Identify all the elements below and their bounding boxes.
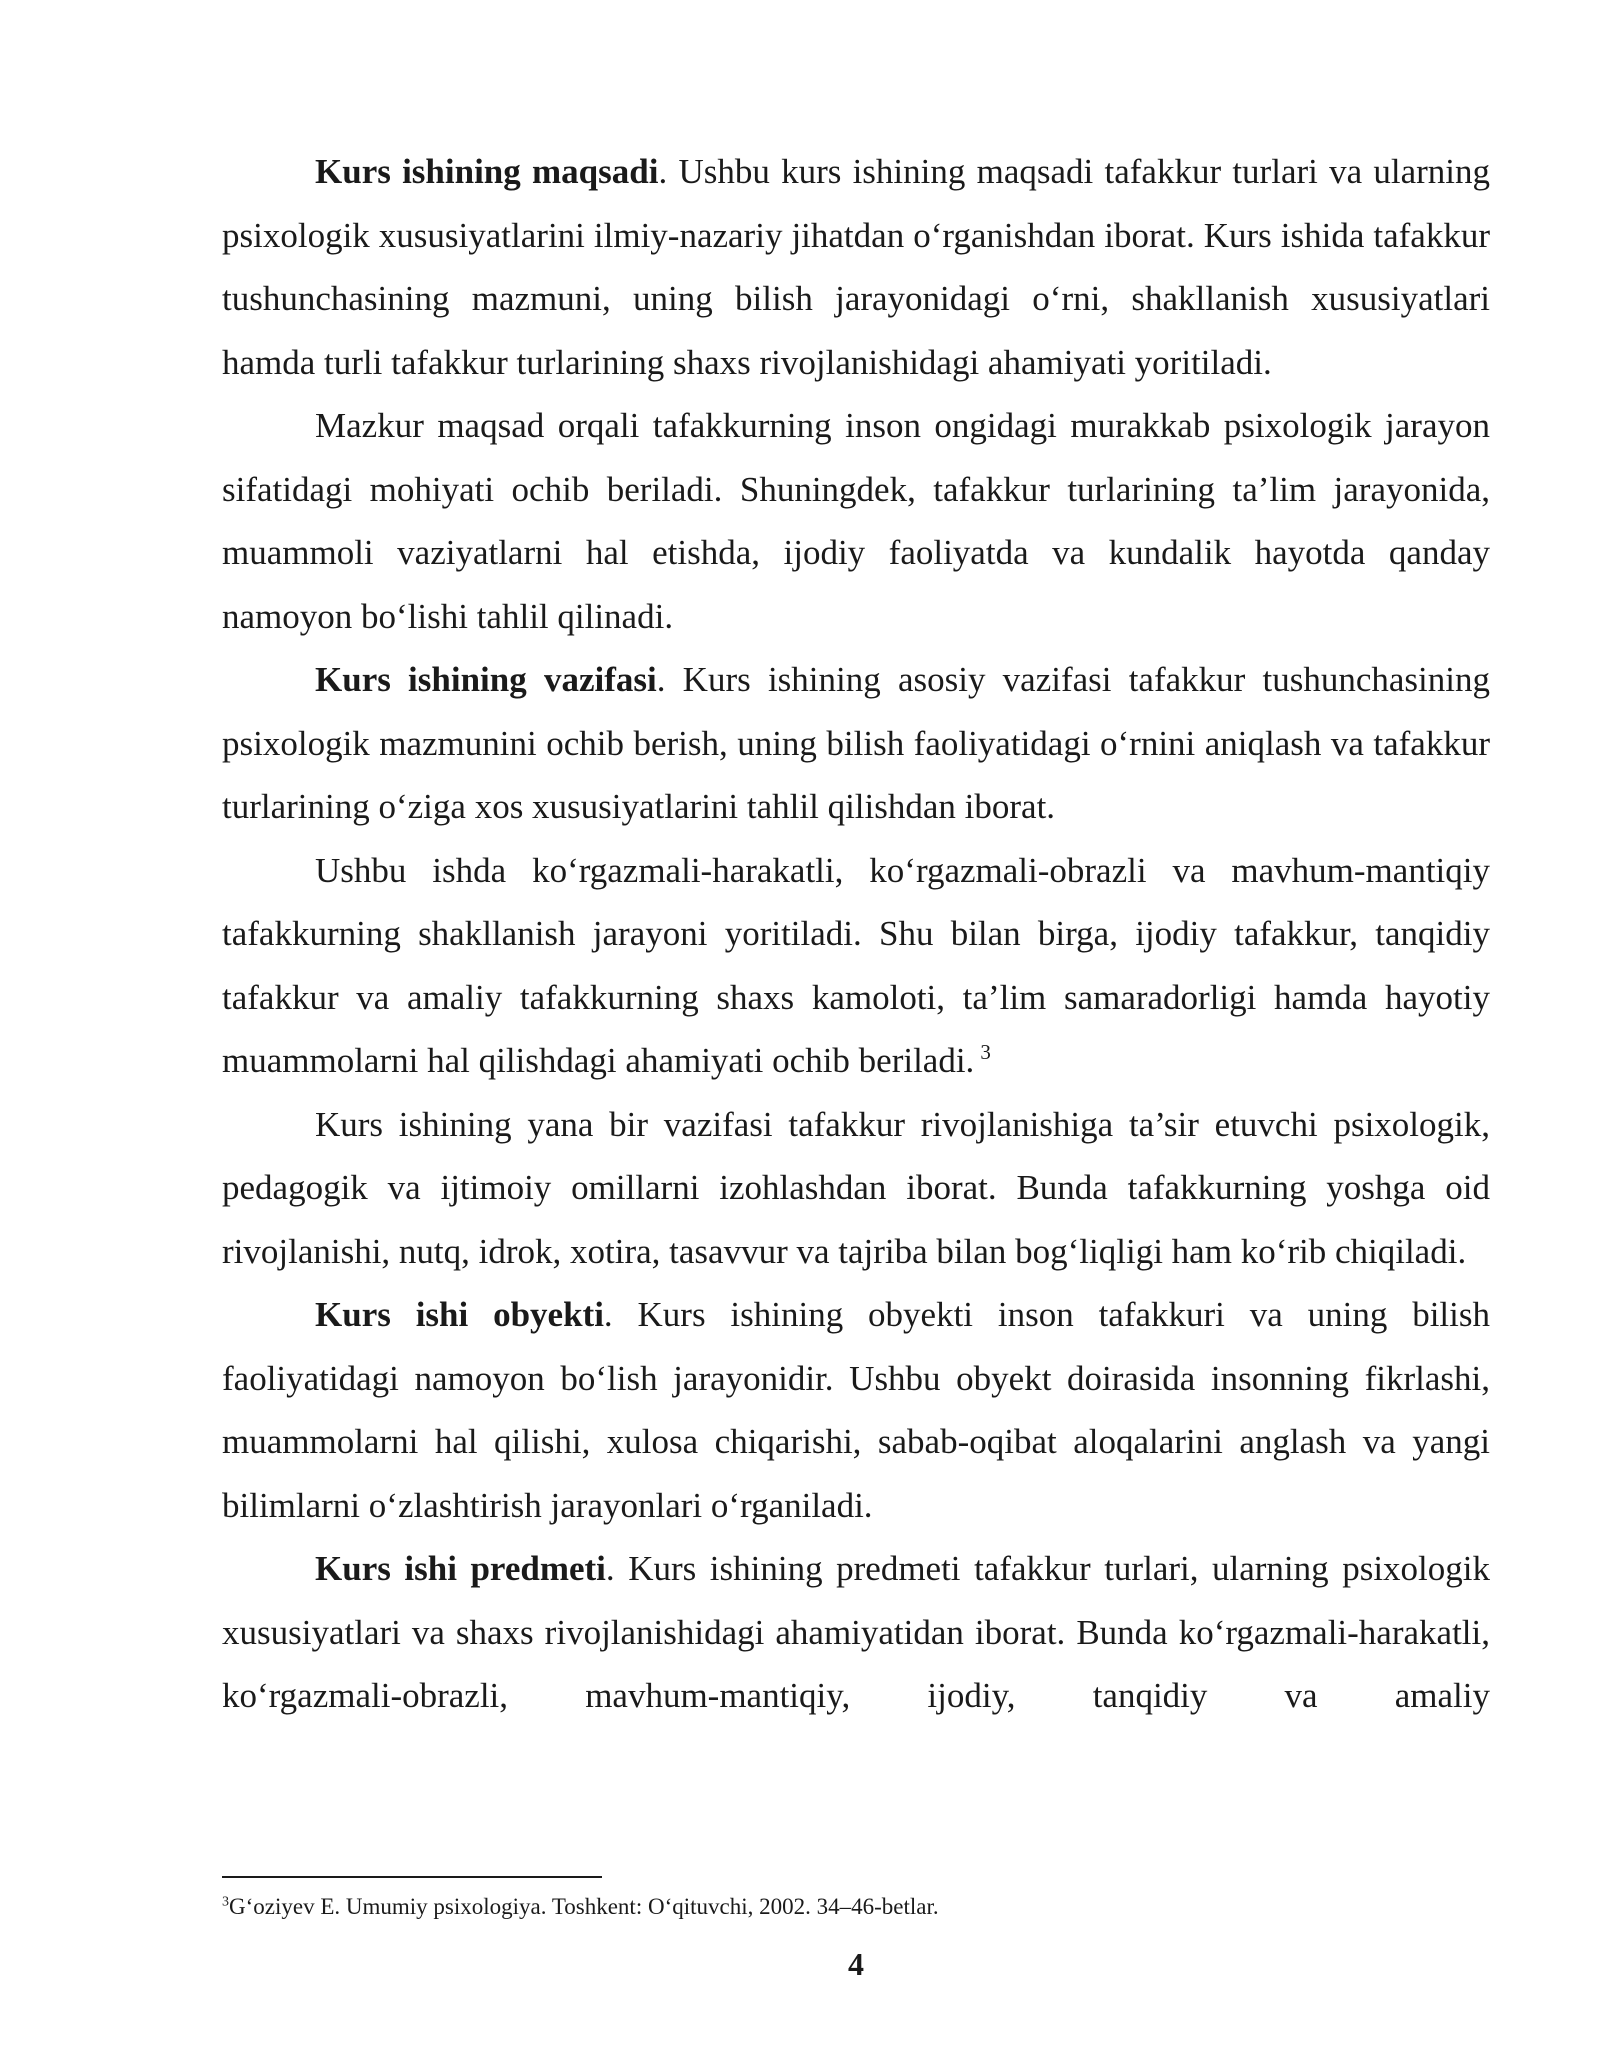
paragraph-text: Ushbu ishda ko‘rgazmali-harakatli, ko‘rgazmali-obrazli va mavhum-mantiqiy tafakkurning shakllanish jarayoni yoritiladi. Shu bilan birga, ijodiy tafakkur, tanqidiy tafakkur va amaliy tafakkurning shaxs kamoloti, ta’lim samaradorligi hamda hayotiy muammolarni hal qilishdagi ahamiyati ochib beriladi.	[222, 850, 1490, 1080]
paragraph-task-extra	[222, 1093, 1490, 1284]
document-body	[222, 140, 1490, 1728]
paragraph-task-details	[222, 839, 1490, 1093]
footnote-mark: 3	[222, 1894, 229, 1910]
page-number: 4	[848, 1946, 864, 1982]
paragraph-text: . Kurs ishining predmeti tafakkur turlari, ularning psixologik xususiyatlari va shaxs rivojlanishidagi ahamiyatidan iborat. Bunda ko‘rgazmali-harakatli, ko‘rgazmali-obrazli, mavhum-mantiqiy, ijodiy, tanqidiy va amaliy	[222, 1549, 1490, 1715]
paragraph-text: . Kurs ishining obyekti inson tafakkuri va uning bilish faoliyatidagi namoyon bo‘lish jarayonidir. Ushbu obyekt doirasida insonning fikrlashi, muammolarni hal qilishi, xulosa chiqarishi, sabab-oqibat aloqalarini anglash va yangi bilimlarni o‘zlashtirish jarayonlari o‘rganiladi.	[222, 1295, 1490, 1525]
paragraph-object	[222, 1283, 1490, 1537]
heading-goal: Kurs ishining maqsadi	[315, 152, 659, 191]
footnote-reference[interactable]: 3	[980, 1040, 991, 1065]
heading-task: Kurs ishining vazifasi	[315, 660, 657, 699]
paragraph-goal	[222, 140, 1490, 394]
paragraph-text: Kurs ishining yana bir vazifasi tafakkur rivojlanishiga ta’sir etuvchi psixologik, pedagogik va ijtimoiy omillarni izohlashdan iborat. Bunda tafakkurning yoshga oid rivojlanishi, nutq, idrok, xotira, tasavvur va tajriba bilan bog‘liqligi ham ko‘rib chiqiladi.	[222, 1104, 1490, 1271]
footnote-text: G‘oziyev E. Umumiy psixologiya. Toshkent: O‘qituvchi, 2002. 34–46-betlar.	[229, 1894, 939, 1919]
heading-object: Kurs ishi obyekti	[315, 1295, 604, 1334]
paragraph-task	[222, 648, 1490, 839]
paragraph-text: Mazkur maqsad orqali tafakkurning inson ongidagi murakkab psixologik jarayon sifatidagi mohiyati ochib beriladi. Shuningdek, tafakkur turlarining ta’lim jarayonida, muammoli vaziyatlarni hal etishda, ijodiy faoliyatda va kundalik hayotda qanday namoyon bo‘lishi tahlil qilinadi.	[222, 406, 1490, 636]
paragraph-text: . Ushbu kurs ishining maqsadi tafakkur turlari va ularning psixologik xususiyatlarini ilmiy-nazariy jihatdan o‘rganishdan iborat. Kurs ishida tafakkur tushunchasining mazmuni, uning bilish jarayonidagi o‘rni, shakllanish xususiyatlari hamda turli tafakkur turlarining shaxs rivojlanishidagi ahamiyati yoritiladi.	[222, 152, 1491, 382]
heading-subject: Kurs ishi predmeti	[315, 1549, 606, 1588]
paragraph-subject	[222, 1537, 1490, 1728]
footnote	[222, 1892, 1490, 1922]
paragraph-text: . Kurs ishining asosiy vazifasi tafakkur tushunchasining psixologik mazmunini ochib berish, uning bilish faoliyatidagi o‘rnini aniqlash va tafakkur turlarining o‘ziga xos xususiyatlarini tahlil qilishdan iborat.	[222, 660, 1490, 826]
paragraph-goal-details	[222, 394, 1490, 648]
footnote-separator	[222, 1876, 602, 1878]
